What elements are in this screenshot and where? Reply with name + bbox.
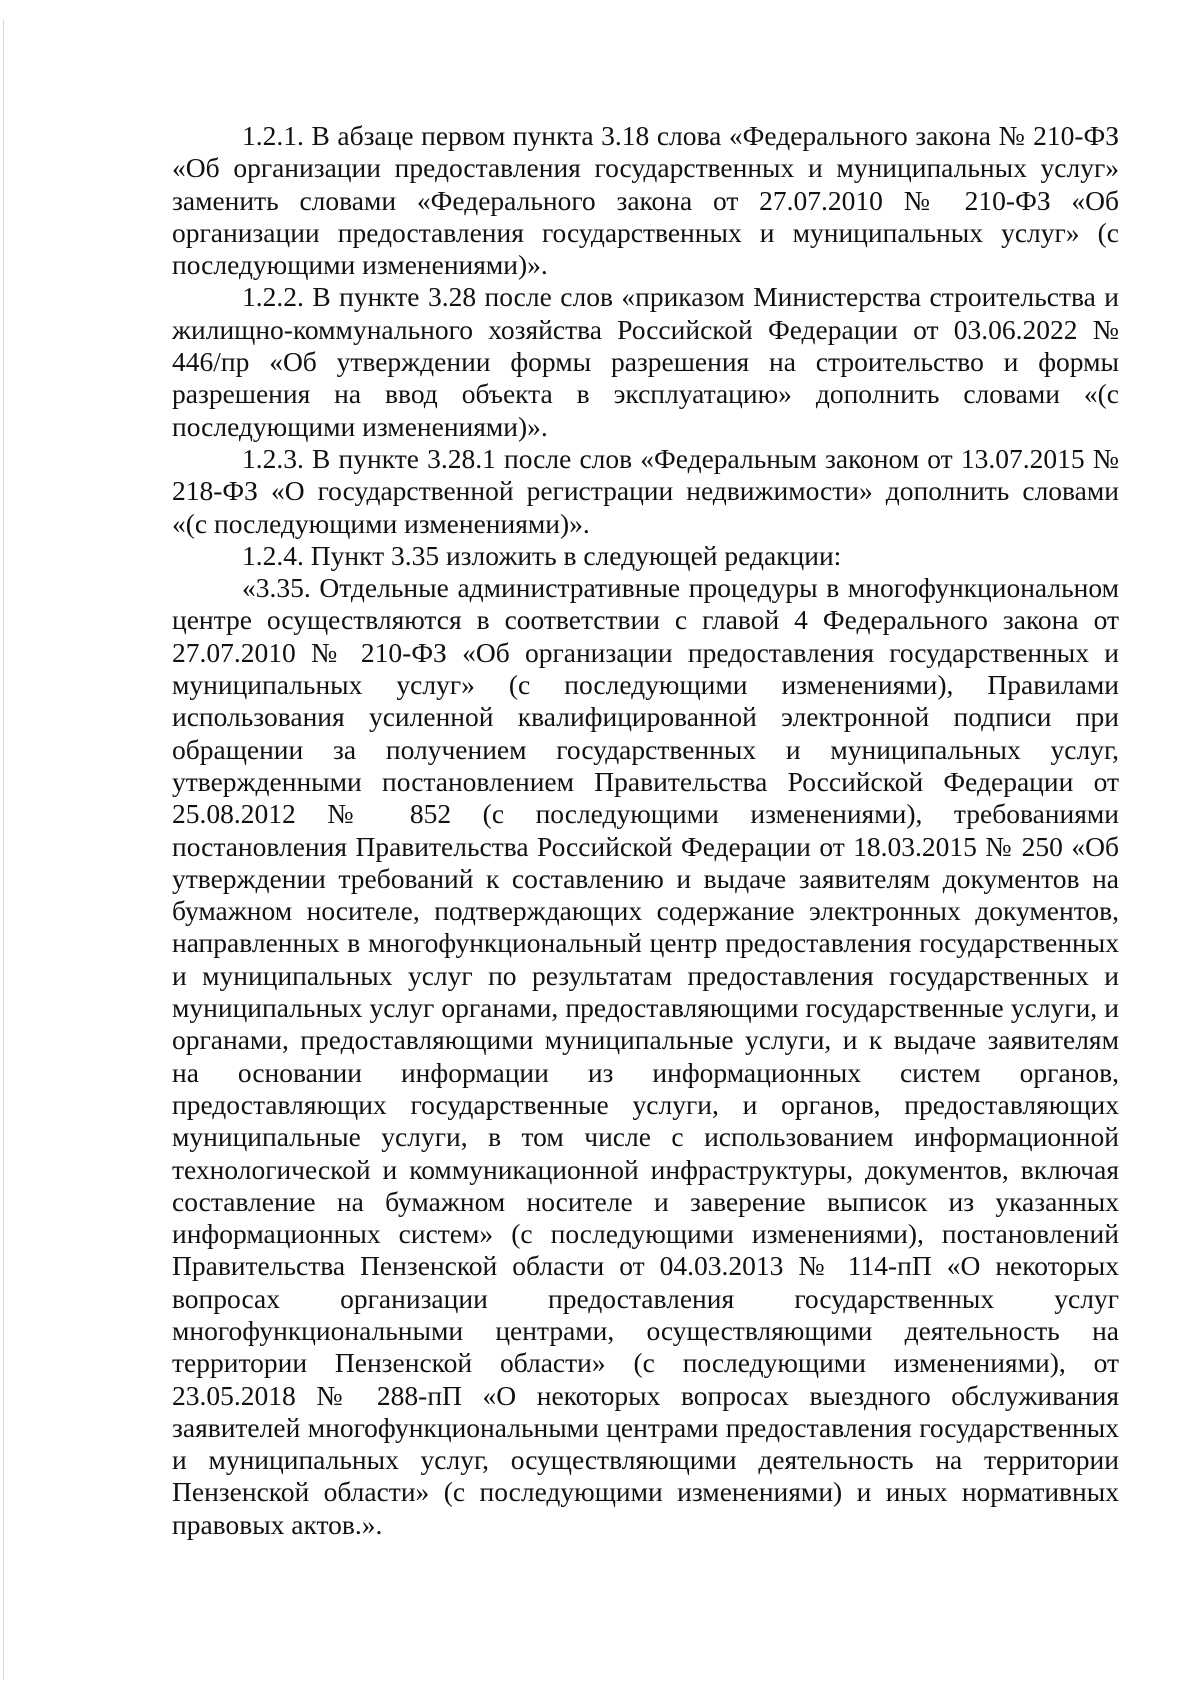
document-body xyxy=(172,120,1119,1541)
paragraph-3-35: «3.35. Отдельные административные процедуры в многофункциональном центре осуществляются в соответствии с главой 4 Федерального закона от 27.07.2010 № 210-ФЗ «Об организации предоставления государственных и муниципальных услуг» (с последующими изменениями), Правилами использования усиленной квалифицированной электронной подписи при обращении за получением государственных и муниципальных услуг, утвержденными постановлением Правительства Российской Федерации от 25.08.2012 № 852 (с последующими изменениями), требованиями постановления Правительства Российской Федерации от 18.03.2015 № 250 «Об утверждении требований к составлению и выдаче заявителям документов на бумажном носителе, подтверждающих содержание электронных документов, направленных в многофункциональный центр предоставления государственных и муниципальных услуг по результатам предоставления государственных и муниципальных услуг органами, предоставляющими государственные услуги, и органами, предоставляющими муниципальные услуги, и к выдаче заявителям на основании информации из информационных систем органов, предоставляющих государственные услуги, и органов, предоставляющих муниципальные услуги, в том числе с использованием информационной технологической и коммуникационной инфраструктуры, документов, включая составление на бумажном носителе и заверение выписок из указанных информационных систем» (с последующими изменениями), постановлений Правительства Пензенской области от 04.03.2013 № 114-пП «О некоторых вопросах организации предоставления государственных услуг многофункциональными центрами, осуществляющими деятельность на территории Пензенской области» (с последующими изменениями), от 23.05.2018 № 288-пП «О некоторых вопросах выездного обслуживания заявителей многофункциональными центрами предоставления государственных и муниципальных услуг, осуществляющими деятельность на территории Пензенской области» (с последующими изменениями) и иных нормативных правовых актов.». xyxy=(172,572,1119,1540)
scan-edge-line xyxy=(3,20,4,1680)
paragraph-1-2-1: 1.2.1. В абзаце первом пункта 3.18 слова «Федерального закона № 210-ФЗ «Об организации предоставления государственных и муниципальных услуг» заменить словами «Федерального закона от 27.07.2010 № 210-ФЗ «Об организации предоставления государственных и муниципальных услуг» (с последующими изменениями)». xyxy=(172,120,1119,281)
paragraph-1-2-4: 1.2.4. Пункт 3.35 изложить в следующей редакции: xyxy=(242,539,842,571)
paragraph-1-2-3: 1.2.3. В пункте 3.28.1 после слов «Федеральным законом от 13.07.2015 № 218-ФЗ «О государственной регистрации недвижимости» дополнить словами «(с последующими изменениями)». xyxy=(172,442,1119,539)
paragraph-1-2-2: 1.2.2. В пункте 3.28 после слов «приказом Министерства строительства и жилищно-коммунального хозяйства Российской Федерации от 03.06.2022 № 446/пр «Об утверждении формы разрешения на строительство и формы разрешения на ввод объекта в эксплуатацию» дополнить словами «(с последующими изменениями)». xyxy=(172,281,1119,442)
